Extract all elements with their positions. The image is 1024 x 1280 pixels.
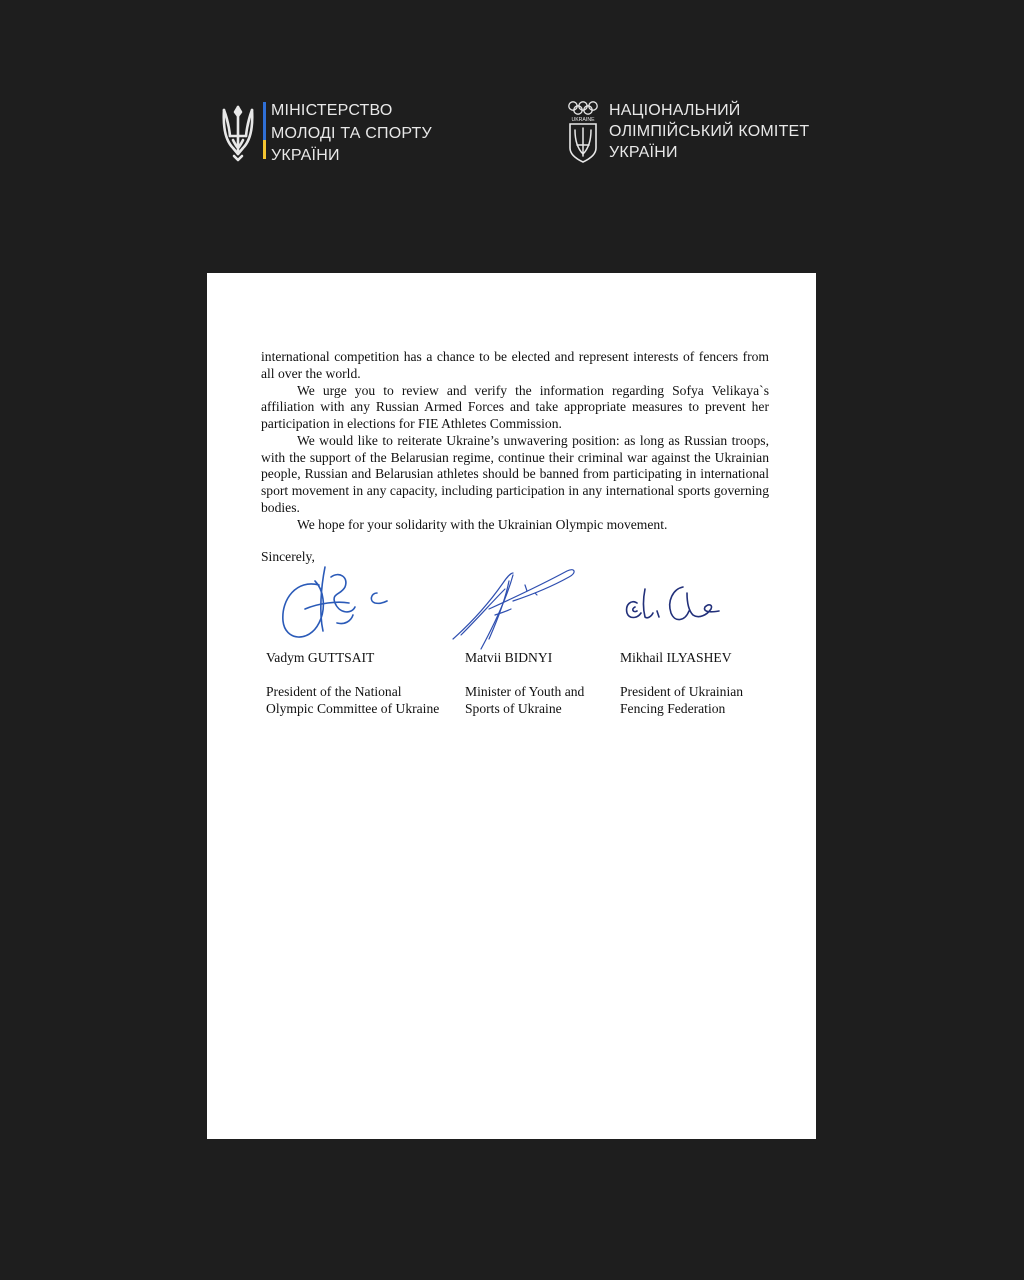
ministry-logo (221, 100, 432, 168)
trident-icon (221, 104, 255, 162)
signatory-title-line: Minister of Youth and (465, 683, 585, 699)
letter-page (207, 273, 816, 1139)
ministry-name-line: МОЛОДІ ТА СПОРТУ (271, 124, 432, 142)
signatory-title-line: Olympic Committee of Ukraine (266, 700, 440, 716)
noc-logo (566, 100, 809, 164)
noc-name-line: УКРАЇНИ (609, 144, 678, 161)
signatory-block (465, 650, 584, 717)
flag-blue-bar (263, 121, 266, 140)
noc-emblem-caption: UKRAINE (571, 117, 595, 123)
letter-body (261, 349, 769, 533)
ministry-name-line: МІНІСТЕРСТВО (271, 102, 393, 119)
signature-bidnyi (451, 563, 581, 653)
ministry-name (271, 100, 432, 168)
signatory-name: Vadym GUTTSAIT (266, 650, 375, 665)
paragraph: international competition has a chance to be elected and represent interests of fencers from all over the world. (261, 349, 769, 381)
flag-blue-bar (263, 102, 266, 121)
signatory-title-line: Sports of Ukraine (465, 700, 562, 716)
noc-name-line: ОЛІМПІЙСЬКИЙ КОМІТЕТ (609, 123, 810, 140)
flag-yellow-bar (263, 140, 266, 159)
paragraph: We would like to reiterate Ukraine’s unwavering position: as long as Russian troops, with the support of the Belarusian regime, continue their criminal war against the Ukrainian people, Russian and Belarusian athletes should be banned from participating in international sport movement in any capacity, including participation in any international sports governing bodies. (261, 432, 769, 515)
noc-name-line: НАЦІОНАЛЬНИЙ (609, 102, 741, 119)
signatory-title-line: Fencing Federation (620, 700, 726, 716)
ministry-name-line: УКРАЇНИ (271, 147, 340, 164)
signature-guttsait (279, 563, 397, 645)
olympic-rings-icon (566, 100, 600, 164)
signatory-name: Matvii BIDNYI (465, 650, 553, 665)
signatory-title-line: President of Ukrainian (620, 683, 744, 699)
signatory-title-line: President of the National (266, 683, 402, 699)
signatory-block (620, 650, 743, 717)
signature-ilyashev (621, 581, 731, 631)
signatory-name: Mikhail ILYASHEV (620, 650, 732, 665)
paragraph: We urge you to review and verify the information regarding Sofya Velikaya`s affiliation with any Russian Armed Forces and take appropriate measures to prevent her participation in elections for FIE Athletes Commission. (261, 382, 769, 431)
header (0, 0, 1024, 270)
closing: Sincerely, (261, 549, 315, 564)
paragraph: We hope for your solidarity with the Ukrainian Olympic movement. (297, 516, 668, 532)
noc-name (609, 100, 809, 163)
flag-accent-bars (263, 102, 266, 159)
signatory-block (266, 650, 439, 717)
